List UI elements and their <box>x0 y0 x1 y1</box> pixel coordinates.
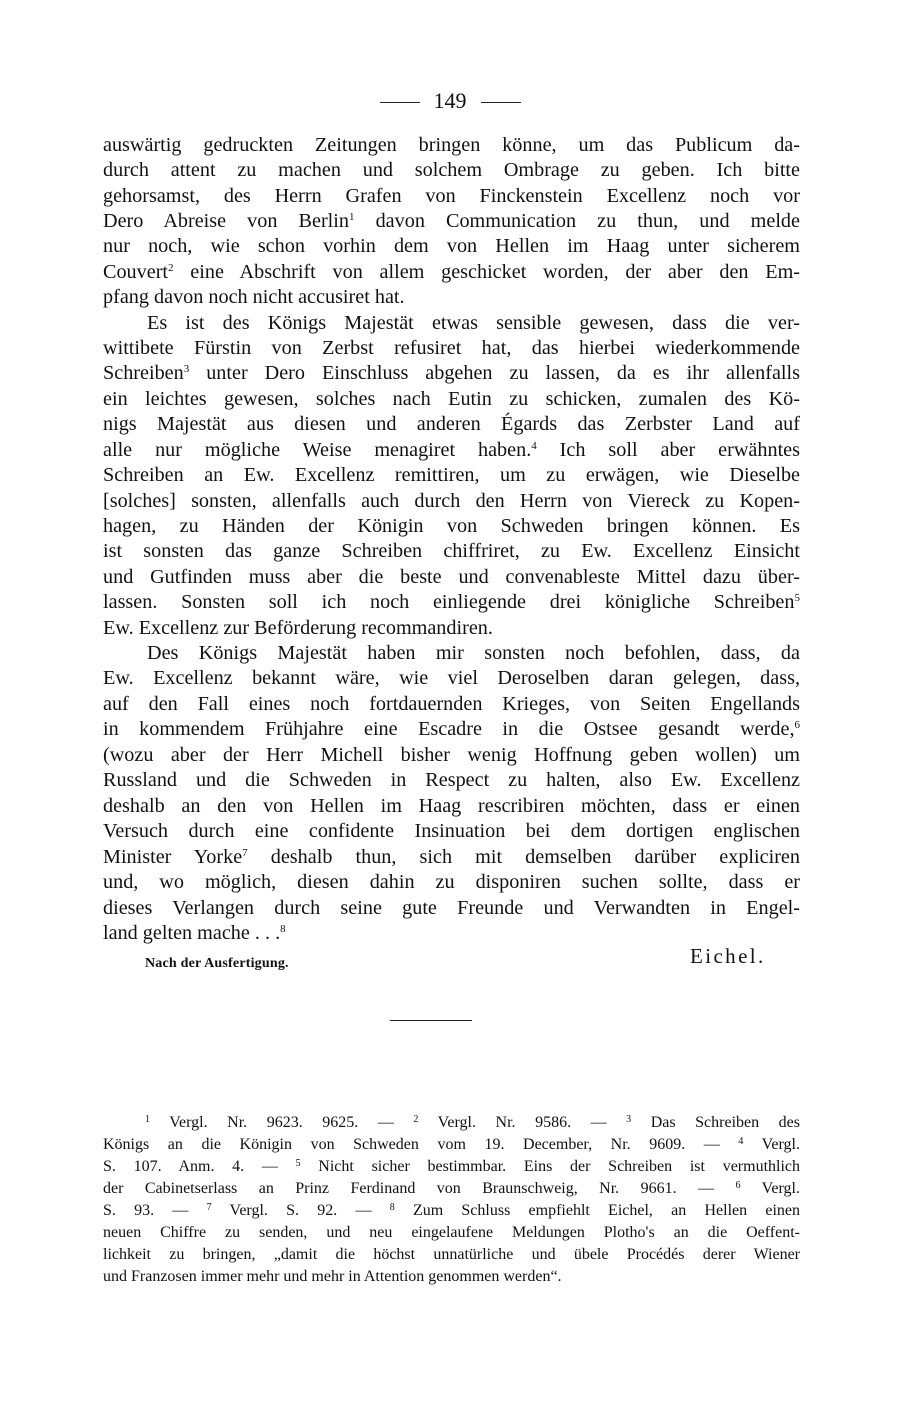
body-line: [solches] sonsten, allenfalls auch durch den Herrn von Viereck zu Kopen- <box>103 490 800 512</box>
signature: Eichel. <box>690 944 766 968</box>
body-line: auf den Fall eines noch fortdauernden Krieges, von Seiten Engellands <box>103 693 800 715</box>
body-line: durch attent zu machen und solchem Ombrage zu geben. Ich bitte <box>103 159 800 181</box>
footnote-line: und Franzosen immer mehr und mehr in Attention genommen werden“. <box>103 1268 562 1285</box>
body-line: Ew. Excellenz bekannt wäre, wie viel Deroselben daran gelegen, dass, <box>103 667 800 689</box>
footnote-line: S. 107. Anm. 4. — $^5$ Nicht sicher bestimmbar. Eins der Schreiben ist vermuthlich <box>103 1158 801 1175</box>
body-line: nigs Majestät aus diesen und anderen Égards das Zerbster Land auf <box>103 413 800 435</box>
body-line: Ew. Excellenz zur Beförderung recommandiren. <box>103 617 493 639</box>
body-line: Es ist des Königs Majestät etwas sensible gewesen, dass die ver- <box>147 312 800 334</box>
footnote-line: Königs an die Königin von Schweden vom 19. December, Nr. 9609. — $^4$ Vergl. <box>103 1136 800 1153</box>
body-line: auswärtig gedruckten Zeitungen bringen könne, um das Publicum da- <box>103 134 800 156</box>
footnote-line: $^1$ Vergl. Nr. 9623. 9625. — $^2$ Vergl. Nr. 9586. — $^3$ Das Schreiben des <box>145 1114 800 1131</box>
section-rule <box>390 1020 472 1021</box>
body-line: lassen. Sonsten soll ich noch einliegende drei königliche Schreiben$^5$ <box>103 591 800 613</box>
footnote-marker: 2 <box>168 262 174 274</box>
body-line: (wozu aber der Herr Michell bisher wenig Hoffnung geben wollen) um <box>103 744 800 766</box>
body-line: Versuch durch eine confidente Insinuation bei dem dortigen englischen <box>103 820 800 842</box>
body-line: Dero Abreise von Berlin$^1$ davon Communication zu thun, und melde <box>103 210 800 232</box>
footnote-marker: 1 <box>349 211 355 223</box>
body-line: Russland und die Schweden in Respect zu halten, also Ew. Excellenz <box>103 769 800 791</box>
footnote-marker: 4 <box>531 440 537 452</box>
body-line: ein leichtes gewesen, solches nach Eutin zu schicken, zumalen des Kö- <box>103 388 800 410</box>
body-line: Schreiben an Ew. Excellenz remittiren, um zu erwägen, wie Dieselbe <box>103 464 800 486</box>
body-line: ist sonsten das ganze Schreiben chiffriret, zu Ew. Excellenz Einsicht <box>103 540 800 562</box>
body-line: und Gutfinden muss aber die beste und convenableste Mittel dazu über- <box>103 566 800 588</box>
footnote-marker: 3 <box>183 363 190 375</box>
body-line: in kommendem Frühjahre eine Escadre in die Ostsee gesandt werde,$^6$ <box>103 718 800 740</box>
body-line: und, wo möglich, diesen dahin zu disponiren suchen sollte, dass er <box>103 871 800 893</box>
body-line: deshalb an den von Hellen im Haag rescribiren möchten, dass er einen <box>103 795 800 817</box>
footnote-marker: 8 <box>280 923 286 935</box>
body-line: alle nur mögliche Weise menagiret haben.$^4$ Ich soll aber erwähntes <box>103 439 800 461</box>
footnote-line: neuen Chiffre zu senden, und neu eingelaufene Meldungen Plotho's an die Oeffent- <box>103 1224 800 1241</box>
header-dash-left <box>380 102 420 103</box>
body-line: Couvert$^2$ eine Abschrift von allem geschicket worden, der aber den Em- <box>103 261 800 283</box>
page-header <box>0 88 900 114</box>
body-line: wittibete Fürstin von Zerbst refusiret hat, das hierbei wiederkommende <box>103 337 800 359</box>
body-line: Schreiben$^3$ unter Dero Einschluss abgehen zu lassen, da es ihr allenfalls <box>103 362 800 384</box>
footnote-marker: 7 <box>242 847 248 859</box>
source-note: Nach der Ausfertigung. <box>145 956 289 971</box>
body-line: gehorsamst, des Herrn Grafen von Finckenstein Excellenz noch vor <box>103 185 800 207</box>
body-line: pfang davon noch nicht accusiret hat. <box>103 286 405 308</box>
footnote-line: lichkeit zu bringen, „damit die höchst unnatürliche und übele Procédés derer Wiener <box>103 1246 800 1263</box>
body-line: Minister Yorke$^7$ deshalb thun, sich mit demselben darüber expliciren <box>103 846 800 868</box>
footnote-marker: 5 <box>794 592 800 604</box>
body-line: land gelten mache . . .$^8$ <box>103 922 286 944</box>
body-line: nur noch, wie schon vorhin dem von Hellen im Haag unter sicherem <box>103 235 800 257</box>
body-line: hagen, zu Händen der Königin von Schweden bringen können. Es <box>103 515 800 537</box>
footnote-marker: 6 <box>794 719 800 731</box>
header-dash-right <box>481 102 521 103</box>
footnote-line: S. 93. — $^7$ Vergl. S. 92. — $^8$ Zum Schluss empfiehlt Eichel, an Hellen einen <box>103 1202 801 1219</box>
page-number: 149 <box>433 88 467 113</box>
body-line: dieses Verlangen durch seine gute Freunde und Verwandten in Engel- <box>103 897 800 919</box>
body-line: Des Königs Majestät haben mir sonsten noch befohlen, dass, da <box>147 642 800 664</box>
footnote-line: der Cabinetserlass an Prinz Ferdinand von Braunschweig, Nr. 9661. — $^6$ Vergl. <box>103 1180 800 1197</box>
